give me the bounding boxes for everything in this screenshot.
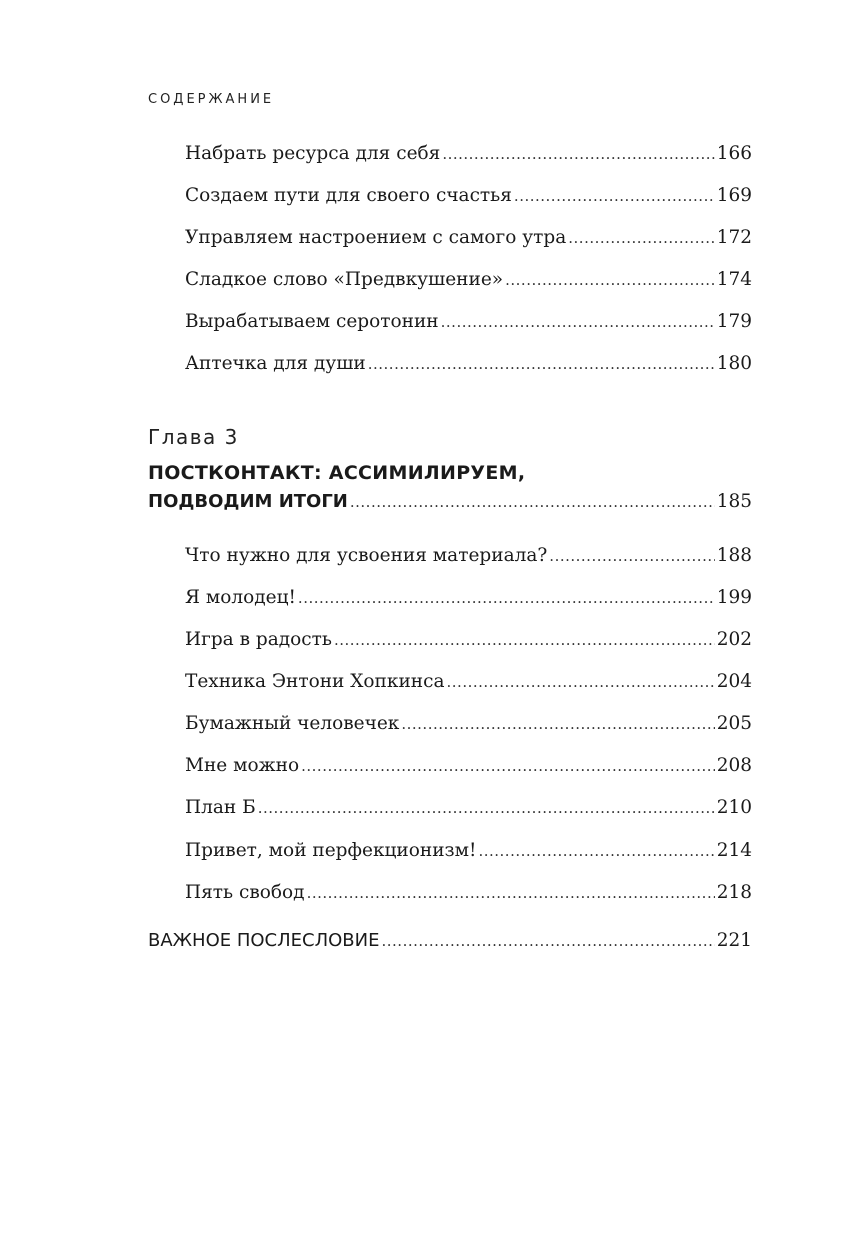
- leader-dots: [368, 355, 715, 373]
- toc-entry-title: Пять свобод: [185, 882, 305, 903]
- toc-entry[interactable]: [185, 311, 752, 341]
- toc-entry-title: Управляем настроением с самого утра: [185, 227, 567, 248]
- toc-entry-page: 202: [716, 629, 752, 650]
- afterword-page: 221: [716, 930, 752, 951]
- toc-entry-title: Что нужно для усвоения материала?: [185, 545, 548, 566]
- toc-entry[interactable]: [185, 353, 752, 383]
- chapter-heading-line2: ПОДВОДИМ ИТОГИ: [148, 491, 348, 512]
- toc-entry-title: Я молодец!: [185, 587, 296, 608]
- toc-entry[interactable]: [185, 671, 752, 701]
- afterword-title: ВАЖНОЕ ПОСЛЕСЛОВИЕ: [148, 930, 380, 951]
- leader-dots: [350, 493, 715, 511]
- leader-dots: [401, 715, 714, 733]
- afterword-entry[interactable]: [148, 930, 752, 960]
- toc-entry[interactable]: [185, 587, 752, 617]
- toc-entry-page: 208: [716, 755, 752, 776]
- leader-dots: [334, 631, 715, 649]
- toc-entry[interactable]: [185, 143, 752, 173]
- toc-entry-page: 180: [716, 353, 752, 374]
- toc-entry-page: 214: [716, 840, 752, 861]
- leader-dots: [549, 547, 714, 565]
- toc-entry-page: 172: [716, 227, 752, 248]
- leader-dots: [447, 673, 715, 691]
- toc-entry-page: 169: [716, 185, 752, 206]
- toc-entry-page: 205: [716, 713, 752, 734]
- leader-dots: [478, 842, 714, 860]
- toc-entry[interactable]: [185, 545, 752, 575]
- chapter-heading: ПОСТКОНТАКТ: АССИМИЛИРУЕМ,: [148, 462, 526, 484]
- toc-entry[interactable]: [185, 269, 752, 299]
- toc-entry-title: План Б: [185, 797, 256, 818]
- leader-dots: [258, 799, 715, 817]
- toc-entry[interactable]: [185, 713, 752, 743]
- toc-entry[interactable]: [185, 840, 752, 870]
- toc-entry-title: Игра в радость: [185, 629, 332, 650]
- toc-entry-title: Сладкое слово «Предвкушение»: [185, 269, 504, 290]
- leader-dots: [442, 145, 714, 163]
- toc-entry-title: Вырабатываем серотонин: [185, 311, 439, 332]
- toc-entry[interactable]: [185, 227, 752, 257]
- leader-dots: [441, 313, 715, 331]
- toc-entry-title: Привет, мой перфекционизм!: [185, 840, 477, 861]
- toc-entry-page: 174: [716, 269, 752, 290]
- toc-entry-page: 210: [716, 797, 752, 818]
- toc-entry-page: 199: [716, 587, 752, 608]
- toc-entry-title: Техника Энтони Хопкинса: [185, 671, 445, 692]
- leader-dots: [301, 757, 715, 775]
- toc-entry-title: Мне можно: [185, 755, 300, 776]
- chapter-label: Глава 3: [148, 425, 239, 449]
- toc-entry-title: Бумажный человечек: [185, 713, 400, 734]
- toc-entry-title: Аптечка для души: [185, 353, 366, 374]
- toc-entry[interactable]: [185, 797, 752, 827]
- toc-entry[interactable]: [185, 882, 752, 912]
- leader-dots: [382, 932, 715, 950]
- toc-entry[interactable]: [185, 755, 752, 785]
- toc-entry-page: 188: [716, 545, 752, 566]
- toc-entry-page: 204: [716, 671, 752, 692]
- running-head: СОДЕРЖАНИЕ: [148, 92, 275, 107]
- toc-entry-title: Создаем пути для своего счастья: [185, 185, 512, 206]
- leader-dots: [298, 589, 715, 607]
- leader-dots: [568, 229, 714, 247]
- toc-entry[interactable]: [185, 185, 752, 215]
- chapter-page: 185: [716, 491, 752, 512]
- leader-dots: [514, 187, 715, 205]
- toc-entry[interactable]: [185, 629, 752, 659]
- toc-entry-page: 218: [716, 882, 752, 903]
- toc-entry-page: 166: [716, 143, 752, 164]
- toc-entry-page: 179: [716, 311, 752, 332]
- leader-dots: [307, 884, 715, 902]
- leader-dots: [505, 271, 715, 289]
- toc-entry-title: Набрать ресурса для себя: [185, 143, 441, 164]
- chapter-heading-entry[interactable]: [148, 491, 752, 521]
